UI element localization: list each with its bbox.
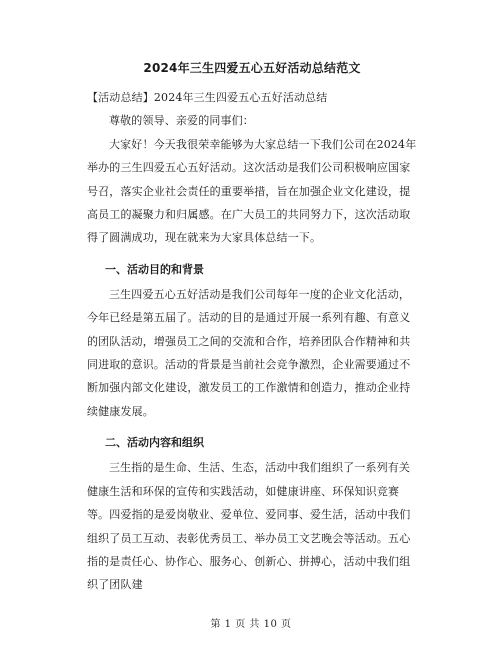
section-paragraph-purpose: 三生四爱五心五好活动是我们公司每年一度的企业文化活动，今年已经是第五届了。活动的目的是通过开展一系列有趣、有意义的团队活动，增强员工之间的交流和合作，培养团队合作精神和共同进取的意识。活动的背景是当前社会竞争激烈，企业需要通过不断加强内部文化建设，激发员工的工作激情和创造力，推动企业持续健康发展。 (87, 287, 411, 418)
section-heading-purpose: 一、活动目的和背景 (105, 262, 204, 276)
greeting-line: 尊敬的领导、亲爱的同事们： (109, 114, 254, 128)
section-paragraph-content: 三生指的是生命、生活、生态，活动中我们组织了一系列有关健康生活和环保的宣传和实践活动，如健康讲座、环保知识竞赛等。四爱指的是爱岗敬业、爱单位、爱同事、爱生活，活动中我们组织了员工互动、表彰优秀员工、举办员工文艺晚会等活动。五心指的是责任心、协作心、服务心、创新心、拼搏心，活动中我们组织了团队建 (87, 461, 411, 592)
section-heading-content: 二、活动内容和组织 (105, 436, 204, 450)
document-subtitle: 【活动总结】2024年三生四爱五心五好活动总结 (87, 91, 328, 104)
spacer (87, 423, 417, 429)
intro-paragraph: 大家好！今天我很荣幸能够为大家总结一下我们公司在2024年举办的三生四爱五心五好活动。这次活动是我们公司积极响应国家号召，落实企业社会责任的重要举措，旨在加强企业文化建设，提高员工的凝聚力和归属感。在广大员工的共同努力下，这次活动取得了圆满成功，现在就来为大家具体总结一下。 (87, 137, 417, 245)
document-title: 2024年三生四爱五心五好活动总结范文 (143, 61, 361, 75)
page-footer: 第 1 页 共 10 页 (210, 619, 292, 630)
document-body (87, 58, 417, 597)
spacer (87, 250, 417, 256)
